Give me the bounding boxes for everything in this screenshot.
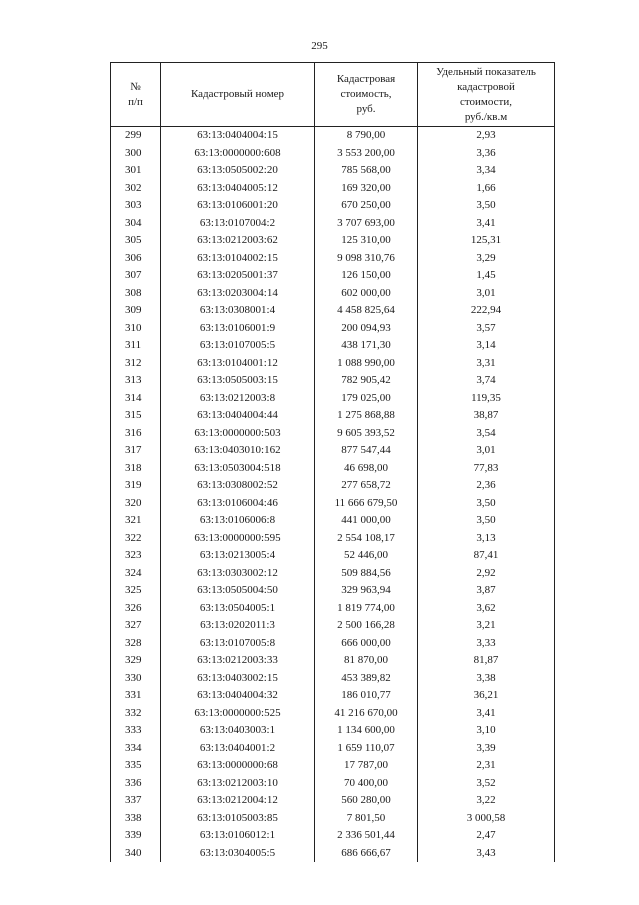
table-row [111, 635, 555, 653]
specific-value-cell: 3,50 [418, 495, 555, 513]
cadastral-value-cell: 329 963,94 [315, 582, 418, 600]
cadastral-value-cell: 509 884,56 [315, 565, 418, 583]
specific-value-cell: 2,36 [418, 477, 555, 495]
cadastral-number-cell: 63:13:0106001:20 [161, 197, 315, 215]
cadastral-number-cell: 63:13:0000000:595 [161, 530, 315, 548]
cadastral-number-cell: 63:13:0213005:4 [161, 547, 315, 565]
cadastral-value-cell: 782 905,42 [315, 372, 418, 390]
cadastral-value-cell: 277 658,72 [315, 477, 418, 495]
header-row-number: № п/п [111, 63, 161, 127]
row-number-cell: 311 [111, 337, 161, 355]
specific-value-cell: 3,43 [418, 845, 555, 863]
row-number-cell: 340 [111, 845, 161, 863]
table-row [111, 827, 555, 845]
table-row [111, 127, 555, 145]
table-row [111, 442, 555, 460]
table-row [111, 582, 555, 600]
table-row [111, 390, 555, 408]
table-row [111, 302, 555, 320]
table-row [111, 512, 555, 530]
table-row [111, 285, 555, 303]
specific-value-cell: 3,29 [418, 250, 555, 268]
row-number-cell: 323 [111, 547, 161, 565]
specific-value-cell: 3,52 [418, 775, 555, 793]
cadastral-number-cell: 63:13:0212003:10 [161, 775, 315, 793]
specific-value-cell: 77,83 [418, 460, 555, 478]
specific-value-cell: 3,31 [418, 355, 555, 373]
specific-value-cell: 1,66 [418, 180, 555, 198]
row-number-cell: 321 [111, 512, 161, 530]
cadastral-number-cell: 63:13:0503004:518 [161, 460, 315, 478]
specific-value-cell: 3,22 [418, 792, 555, 810]
specific-value-cell: 3,14 [418, 337, 555, 355]
table-row [111, 355, 555, 373]
row-number-cell: 331 [111, 687, 161, 705]
cadastral-number-cell: 63:13:0505002:20 [161, 162, 315, 180]
row-number-cell: 334 [111, 740, 161, 758]
table-row [111, 267, 555, 285]
cadastral-number-cell: 63:13:0000000:608 [161, 145, 315, 163]
row-number-cell: 339 [111, 827, 161, 845]
page-number: 295 [311, 40, 328, 52]
cadastral-number-cell: 63:13:0105003:85 [161, 810, 315, 828]
cadastral-number-cell: 63:13:0308001:4 [161, 302, 315, 320]
cadastral-value-cell: 1 275 868,88 [315, 407, 418, 425]
table-row [111, 145, 555, 163]
specific-value-cell: 3,50 [418, 197, 555, 215]
cadastral-value-cell: 3 553 200,00 [315, 145, 418, 163]
cadastral-value-cell: 3 707 693,00 [315, 215, 418, 233]
cadastral-table [110, 62, 555, 862]
table-row [111, 565, 555, 583]
cadastral-number-cell: 63:13:0212003:62 [161, 232, 315, 250]
row-number-cell: 308 [111, 285, 161, 303]
row-number-cell: 301 [111, 162, 161, 180]
row-number-cell: 305 [111, 232, 161, 250]
cadastral-value-cell: 52 446,00 [315, 547, 418, 565]
row-number-cell: 337 [111, 792, 161, 810]
cadastral-number-cell: 63:13:0404001:2 [161, 740, 315, 758]
row-number-cell: 325 [111, 582, 161, 600]
row-number-cell: 317 [111, 442, 161, 460]
cadastral-value-cell: 686 666,67 [315, 845, 418, 863]
cadastral-value-cell: 441 000,00 [315, 512, 418, 530]
row-number-cell: 322 [111, 530, 161, 548]
row-number-cell: 326 [111, 600, 161, 618]
cadastral-number-cell: 63:13:0106006:8 [161, 512, 315, 530]
table-row [111, 722, 555, 740]
specific-value-cell: 38,87 [418, 407, 555, 425]
specific-value-cell: 3,39 [418, 740, 555, 758]
table-row [111, 180, 555, 198]
table-header [111, 63, 555, 127]
cadastral-number-cell: 63:13:0107004:2 [161, 215, 315, 233]
table-row [111, 740, 555, 758]
cadastral-number-cell: 63:13:0404004:44 [161, 407, 315, 425]
cadastral-value-cell: 126 150,00 [315, 267, 418, 285]
table-row [111, 372, 555, 390]
specific-value-cell: 2,93 [418, 127, 555, 145]
cadastral-number-cell: 63:13:0403003:1 [161, 722, 315, 740]
table-row [111, 600, 555, 618]
table-row [111, 477, 555, 495]
specific-value-cell: 2,31 [418, 757, 555, 775]
cadastral-value-cell: 560 280,00 [315, 792, 418, 810]
row-number-cell: 335 [111, 757, 161, 775]
row-number-cell: 330 [111, 670, 161, 688]
specific-value-cell: 87,41 [418, 547, 555, 565]
specific-value-cell: 3,34 [418, 162, 555, 180]
table-row [111, 425, 555, 443]
cadastral-value-cell: 8 790,00 [315, 127, 418, 145]
row-number-cell: 309 [111, 302, 161, 320]
specific-value-cell: 3,62 [418, 600, 555, 618]
specific-value-cell: 3,38 [418, 670, 555, 688]
cadastral-number-cell: 63:13:0403002:15 [161, 670, 315, 688]
table-row [111, 162, 555, 180]
specific-value-cell: 3,57 [418, 320, 555, 338]
cadastral-number-cell: 63:13:0106001:9 [161, 320, 315, 338]
specific-value-cell: 3,74 [418, 372, 555, 390]
row-number-cell: 324 [111, 565, 161, 583]
specific-value-cell: 2,47 [418, 827, 555, 845]
specific-value-cell: 3,50 [418, 512, 555, 530]
cadastral-value-cell: 11 666 679,50 [315, 495, 418, 513]
cadastral-number-cell: 63:13:0404004:15 [161, 127, 315, 145]
cadastral-number-cell: 63:13:0107005:8 [161, 635, 315, 653]
row-number-cell: 316 [111, 425, 161, 443]
row-number-cell: 319 [111, 477, 161, 495]
cadastral-number-cell: 63:13:0404005:12 [161, 180, 315, 198]
specific-value-cell: 3,41 [418, 215, 555, 233]
cadastral-number-cell: 63:13:0106004:46 [161, 495, 315, 513]
table-body [111, 127, 555, 863]
specific-value-cell: 3,01 [418, 285, 555, 303]
cadastral-value-cell: 785 568,00 [315, 162, 418, 180]
row-number-cell: 336 [111, 775, 161, 793]
cadastral-value-cell: 17 787,00 [315, 757, 418, 775]
table-row [111, 705, 555, 723]
cadastral-value-cell: 4 458 825,64 [315, 302, 418, 320]
specific-value-cell: 125,31 [418, 232, 555, 250]
specific-value-cell: 3,13 [418, 530, 555, 548]
row-number-cell: 333 [111, 722, 161, 740]
cadastral-number-cell: 63:13:0000000:503 [161, 425, 315, 443]
cadastral-value-cell: 453 389,82 [315, 670, 418, 688]
cadastral-value-cell: 2 500 166,28 [315, 617, 418, 635]
specific-value-cell: 3,36 [418, 145, 555, 163]
table-row [111, 757, 555, 775]
specific-value-cell: 3,21 [418, 617, 555, 635]
row-number-cell: 306 [111, 250, 161, 268]
cadastral-number-cell: 63:13:0203004:14 [161, 285, 315, 303]
row-number-cell: 299 [111, 127, 161, 145]
cadastral-number-cell: 63:13:0212003:8 [161, 390, 315, 408]
cadastral-value-cell: 46 698,00 [315, 460, 418, 478]
cadastral-value-cell: 179 025,00 [315, 390, 418, 408]
specific-value-cell: 3,33 [418, 635, 555, 653]
specific-value-cell: 3,01 [418, 442, 555, 460]
cadastral-number-cell: 63:13:0104002:15 [161, 250, 315, 268]
cadastral-value-cell: 1 134 600,00 [315, 722, 418, 740]
specific-value-cell: 81,87 [418, 652, 555, 670]
row-number-cell: 307 [111, 267, 161, 285]
row-number-cell: 327 [111, 617, 161, 635]
row-number-cell: 338 [111, 810, 161, 828]
table-row [111, 197, 555, 215]
row-number-cell: 313 [111, 372, 161, 390]
cadastral-value-cell: 438 171,30 [315, 337, 418, 355]
row-number-cell: 304 [111, 215, 161, 233]
row-number-cell: 332 [111, 705, 161, 723]
cadastral-number-cell: 63:13:0212003:33 [161, 652, 315, 670]
cadastral-value-cell: 7 801,50 [315, 810, 418, 828]
row-number-cell: 310 [111, 320, 161, 338]
cadastral-number-cell: 63:13:0403010:162 [161, 442, 315, 460]
cadastral-number-cell: 63:13:0505003:15 [161, 372, 315, 390]
cadastral-value-cell: 1 659 110,07 [315, 740, 418, 758]
table-row [111, 547, 555, 565]
table-row [111, 792, 555, 810]
table-row [111, 215, 555, 233]
specific-value-cell: 2,92 [418, 565, 555, 583]
row-number-cell: 300 [111, 145, 161, 163]
specific-value-cell: 3,41 [418, 705, 555, 723]
specific-value-cell: 3,10 [418, 722, 555, 740]
row-number-cell: 312 [111, 355, 161, 373]
header-cadastral-value: Кадастровая стоимость, руб. [315, 63, 418, 127]
cadastral-value-cell: 9 605 393,52 [315, 425, 418, 443]
row-number-cell: 303 [111, 197, 161, 215]
header-specific-value: Удельный показатель кадастровой стоимости, руб./кв.м [418, 63, 555, 127]
cadastral-value-cell: 41 216 670,00 [315, 705, 418, 723]
cadastral-number-cell: 63:13:0202011:3 [161, 617, 315, 635]
table-row [111, 617, 555, 635]
table-row [111, 407, 555, 425]
table-row [111, 460, 555, 478]
cadastral-number-cell: 63:13:0303002:12 [161, 565, 315, 583]
table-row [111, 652, 555, 670]
row-number-cell: 315 [111, 407, 161, 425]
cadastral-number-cell: 63:13:0212004:12 [161, 792, 315, 810]
specific-value-cell: 3 000,58 [418, 810, 555, 828]
row-number-cell: 302 [111, 180, 161, 198]
cadastral-value-cell: 9 098 310,76 [315, 250, 418, 268]
table-row [111, 232, 555, 250]
row-number-cell: 329 [111, 652, 161, 670]
table-row [111, 337, 555, 355]
row-number-cell: 328 [111, 635, 161, 653]
table-row [111, 845, 555, 863]
cadastral-value-cell: 1 819 774,00 [315, 600, 418, 618]
table-row [111, 495, 555, 513]
cadastral-value-cell: 81 870,00 [315, 652, 418, 670]
cadastral-value-cell: 666 000,00 [315, 635, 418, 653]
table-row [111, 670, 555, 688]
table-row [111, 775, 555, 793]
specific-value-cell: 36,21 [418, 687, 555, 705]
cadastral-number-cell: 63:13:0504005:1 [161, 600, 315, 618]
cadastral-number-cell: 63:13:0205001:37 [161, 267, 315, 285]
cadastral-value-cell: 186 010,77 [315, 687, 418, 705]
cadastral-number-cell: 63:13:0505004:50 [161, 582, 315, 600]
cadastral-number-cell: 63:13:0304005:5 [161, 845, 315, 863]
specific-value-cell: 1,45 [418, 267, 555, 285]
cadastral-value-cell: 1 088 990,00 [315, 355, 418, 373]
cadastral-value-cell: 70 400,00 [315, 775, 418, 793]
row-number-cell: 320 [111, 495, 161, 513]
specific-value-cell: 222,94 [418, 302, 555, 320]
cadastral-number-cell: 63:13:0000000:525 [161, 705, 315, 723]
specific-value-cell: 3,54 [418, 425, 555, 443]
row-number-cell: 318 [111, 460, 161, 478]
cadastral-value-cell: 2 336 501,44 [315, 827, 418, 845]
specific-value-cell: 119,35 [418, 390, 555, 408]
table-row [111, 320, 555, 338]
cadastral-number-cell: 63:13:0107005:5 [161, 337, 315, 355]
cadastral-number-cell: 63:13:0000000:68 [161, 757, 315, 775]
row-number-cell: 314 [111, 390, 161, 408]
cadastral-value-cell: 125 310,00 [315, 232, 418, 250]
cadastral-number-cell: 63:13:0404004:32 [161, 687, 315, 705]
cadastral-value-cell: 200 094,93 [315, 320, 418, 338]
cadastral-number-cell: 63:13:0104001:12 [161, 355, 315, 373]
table-row [111, 250, 555, 268]
cadastral-number-cell: 63:13:0308002:52 [161, 477, 315, 495]
cadastral-number-cell: 63:13:0106012:1 [161, 827, 315, 845]
table-row [111, 530, 555, 548]
table-row [111, 687, 555, 705]
specific-value-cell: 3,87 [418, 582, 555, 600]
cadastral-value-cell: 877 547,44 [315, 442, 418, 460]
cadastral-value-cell: 670 250,00 [315, 197, 418, 215]
cadastral-value-cell: 2 554 108,17 [315, 530, 418, 548]
table-row [111, 810, 555, 828]
header-cadastral-number: Кадастровый номер [161, 63, 315, 127]
cadastral-value-cell: 169 320,00 [315, 180, 418, 198]
cadastral-value-cell: 602 000,00 [315, 285, 418, 303]
